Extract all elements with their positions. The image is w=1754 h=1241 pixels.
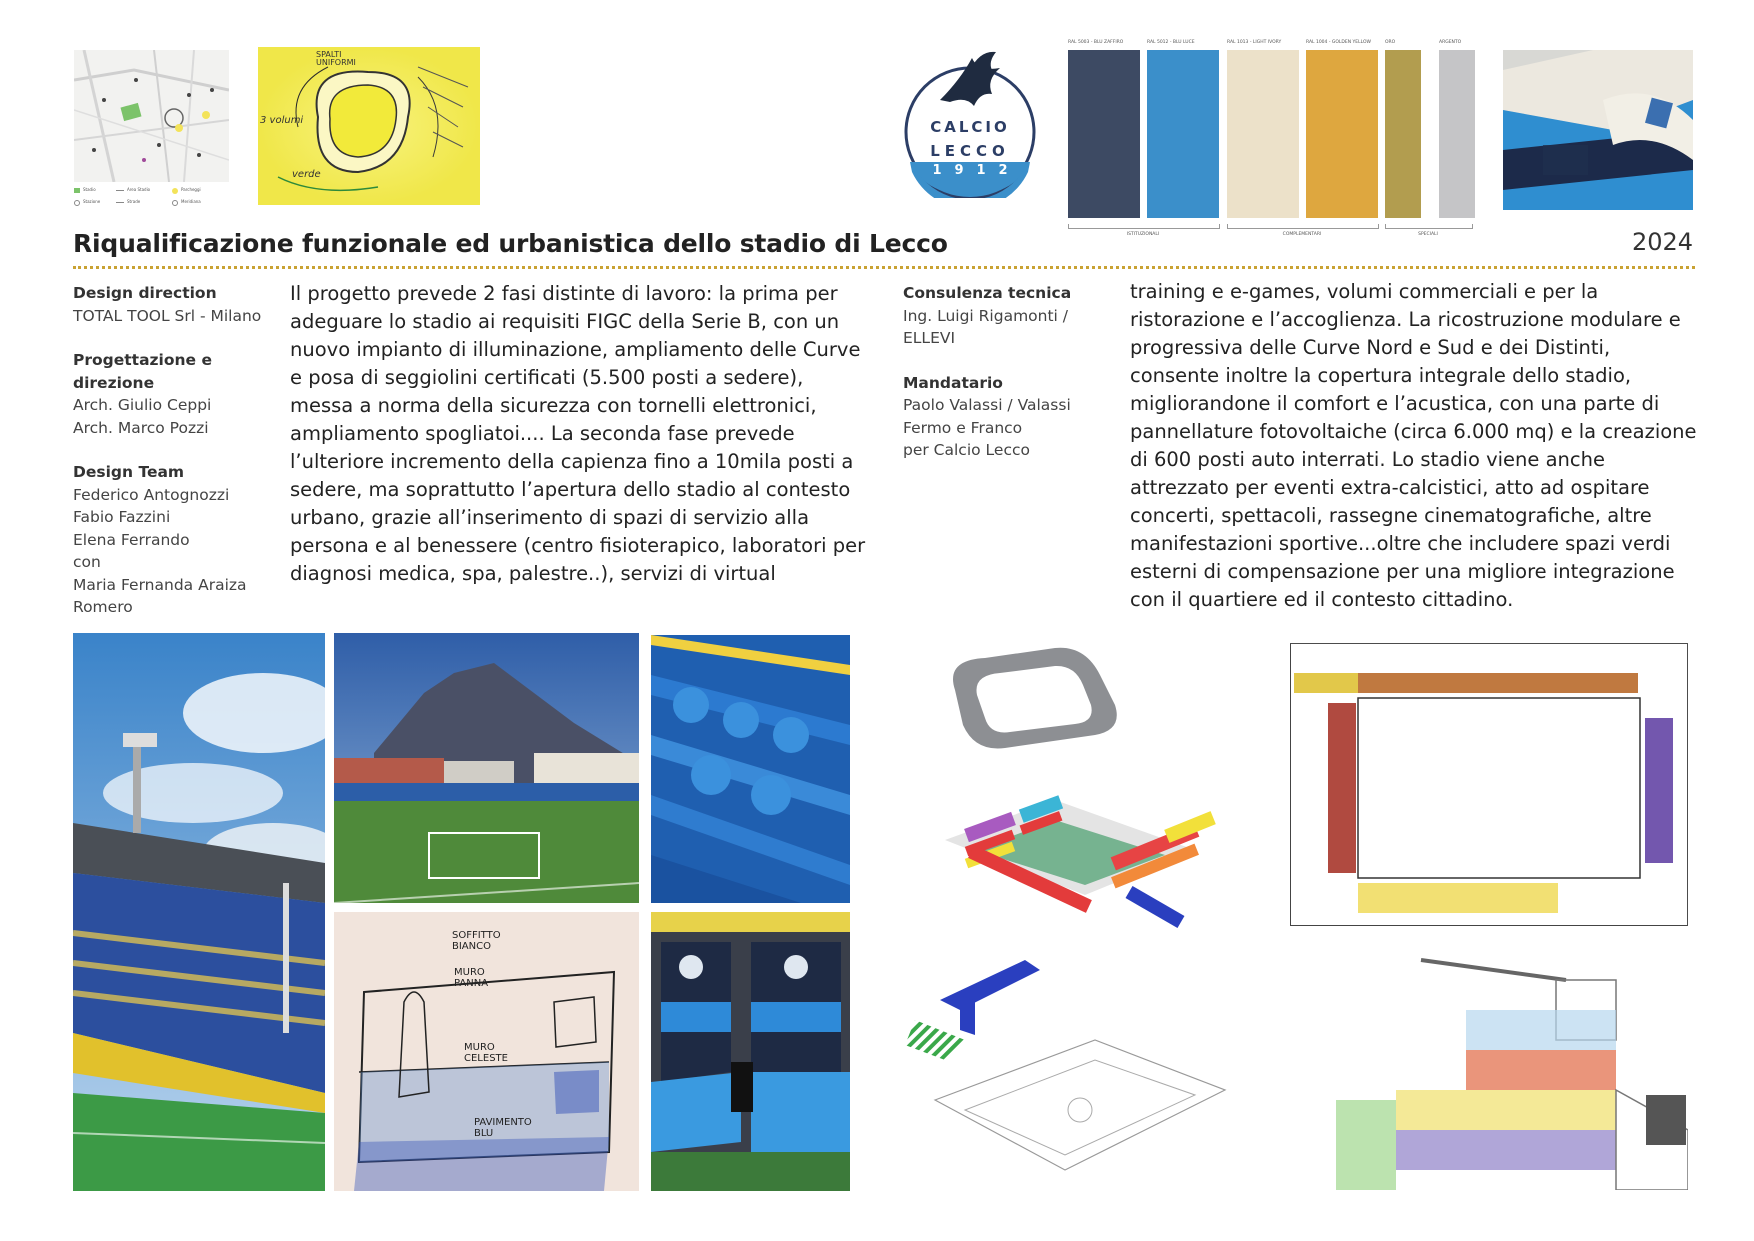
stadium-mountain-photo-icon: [334, 633, 639, 903]
seats-photo: [651, 635, 850, 903]
wall-label-soffitto: SOFFITTO BIANCO: [452, 930, 501, 952]
title-divider: [73, 266, 1695, 269]
axonometric-diagram: [905, 640, 1235, 1190]
mandatario-value: Paolo Valassi / Valassi: [903, 396, 1071, 414]
progettazione-label: Progettazione e direzione: [73, 351, 212, 392]
wall-label-celeste: MURO CELESTE: [464, 1042, 508, 1064]
stadium-plan: [1290, 643, 1688, 926]
credits-left: [73, 282, 273, 619]
site-map-icon: [74, 50, 229, 182]
logo-year: [926, 163, 1014, 181]
logo-line1: CALCIO: [930, 118, 1010, 136]
legend-item: Stadio: [83, 187, 96, 192]
legend-item: Area Stadio: [127, 187, 151, 192]
team-jersey-photo: [1503, 50, 1693, 210]
consulenza-label: Consulenza tecnica: [903, 284, 1072, 302]
team-member: Fabio Fazzini: [73, 508, 171, 526]
design-direction-value: TOTAL TOOL Srl - Milano: [73, 306, 262, 325]
stadium-mountain-photo: [334, 633, 639, 903]
progettazione-value: Arch. Giulio Ceppi: [73, 396, 212, 414]
stadium-section: [1336, 950, 1688, 1190]
stand-photo: [73, 633, 325, 1191]
color-swatch: [1147, 50, 1219, 218]
progettazione-value: Arch. Marco Pozzi: [73, 418, 209, 437]
page-year: 2024: [1632, 228, 1694, 256]
swatch-label: RAL 1004 - GOLDEN YELLOW: [1306, 40, 1371, 45]
team-member: Elena Ferrando: [73, 530, 190, 549]
sketch-label-left: 3 volumi: [260, 115, 304, 126]
team-jersey-icon: [1503, 50, 1693, 210]
stadium-section-icon: [1336, 950, 1688, 1190]
logo-digit: 1: [932, 163, 942, 178]
team-member: Romero: [73, 598, 133, 616]
axonometric-diagram-icon: [905, 640, 1235, 1190]
concept-sketch-icon: [258, 47, 480, 205]
body-column-2: [1130, 278, 1700, 614]
logo-digit: 9: [954, 163, 964, 178]
swatch-label: ARGENTO: [1439, 40, 1462, 45]
stand-photo-icon: [73, 633, 325, 1191]
consulenza-value: Ing. Luigi Rigamonti /: [903, 306, 1069, 325]
palette-group: SPECIALI: [1418, 232, 1438, 237]
stadium-plan-icon: [1290, 643, 1688, 926]
color-swatch: [1227, 50, 1299, 218]
page-title: Riqualificazione funzionale ed urbanistica dello stadio di Lecco: [73, 229, 948, 258]
legend-item: Stazione: [83, 199, 101, 204]
site-map-image: [74, 50, 229, 182]
bench-seats-photo: [651, 912, 850, 1191]
legend-item: Parcheggi: [181, 187, 201, 192]
swatch-label: ORO: [1385, 40, 1396, 45]
map-legend: [74, 186, 229, 210]
mandatario-label: Mandatario: [903, 373, 1003, 392]
team-member: Maria Fernanda Araiza: [73, 575, 247, 594]
body-column-1: [290, 280, 870, 588]
logo-line2: LECCO: [930, 142, 1010, 160]
palette-group: COMPLEMENTARI: [1282, 232, 1322, 237]
swatch-label: RAL 1013 - LIGHT IVORY: [1227, 40, 1282, 45]
calcio-lecco-logo: [900, 50, 1040, 198]
color-swatch: [1068, 50, 1140, 218]
color-swatch: [1306, 50, 1378, 218]
team-member: con: [73, 553, 101, 571]
body-paragraph: Il progetto prevede 2 fasi distinte di lavoro: la prima per adeguare lo stadio ai requisiti FIGC della Serie B, con un nuovo impianto di illuminazione, ampliamento delle Curve e posa di seggiolini certificati (5.500 posti a sedere), messa a norma della sicurezza con tornelli elettronici, ampliamento spogliatoi.... La seconda fase prevede l’ulteriore incremento della capienza fino a 10mila posti a sedere, ma soprattutto l’apertura dello stadio al contesto urbano, grazie all’inserimento di spazi di servizio alla persona e al benessere (centro fisioterapico, laboratori per diagnosi medica, spa, palestre..), servizi di virtual: [290, 282, 866, 585]
concept-sketch-image: [258, 47, 480, 205]
logo-digit: 1: [976, 163, 986, 178]
mandatario-value: per Calcio Lecco: [903, 441, 1030, 459]
body-paragraph: training e e-games, volumi commerciali e per la ristorazione e l’accoglienza. La ricostruzione modulare e progressiva delle Curve Nord e Sud e dei Distinti, consente inoltre la copertura integrale dello stadio, migliorandone il comfort e l’acustica, con una parte di pannellature fotovoltaiche (circa 6.000 mq) e la creazione di 600 posti auto interrati. Lo stadio viene anche attrezzato per eventi extra-calcistici, atto ad ospitare concerti, spettacoli, rassegne cinematografiche, altre manifestazioni sportive...oltre che includere spazi verdi esterni di compensazione per una migliore integrazione con il quartiere ed il contesto cittadino.: [1130, 280, 1697, 611]
consulenza-value: ELLEVI: [903, 329, 956, 347]
color-palette: [1065, 38, 1475, 246]
credits-right: [903, 282, 1093, 462]
wall-label-pavimento: PAVIMENTO BLU: [474, 1117, 532, 1139]
wall-sketch: [334, 912, 639, 1191]
bench-seats-photo-icon: [651, 912, 850, 1191]
swatch-label: RAL 5003 - BLU ZAFFIRO: [1068, 40, 1124, 45]
wall-label-panna: MURO PANNA: [454, 967, 489, 989]
design-direction-label: Design direction: [73, 284, 217, 302]
logo-digit: 2: [998, 163, 1008, 178]
legend-item: Meridiana: [181, 199, 201, 204]
team-label: Design Team: [73, 463, 185, 481]
team-member: Federico Antognozzi: [73, 485, 230, 504]
seats-photo-icon: [651, 635, 850, 903]
palette-group: ISTITUZIONALI: [1126, 232, 1160, 237]
sketch-label-bottom: verde: [292, 169, 321, 180]
color-swatch: [1385, 50, 1421, 218]
swatch-label: RAL 5012 - BLU LUCE: [1147, 40, 1195, 45]
legend-item: Strade: [127, 199, 141, 204]
color-swatch: [1439, 50, 1475, 218]
mandatario-value: Fermo e Franco: [903, 418, 1023, 437]
sketch-label-top: SPALTI UNIFORMI: [316, 50, 356, 67]
